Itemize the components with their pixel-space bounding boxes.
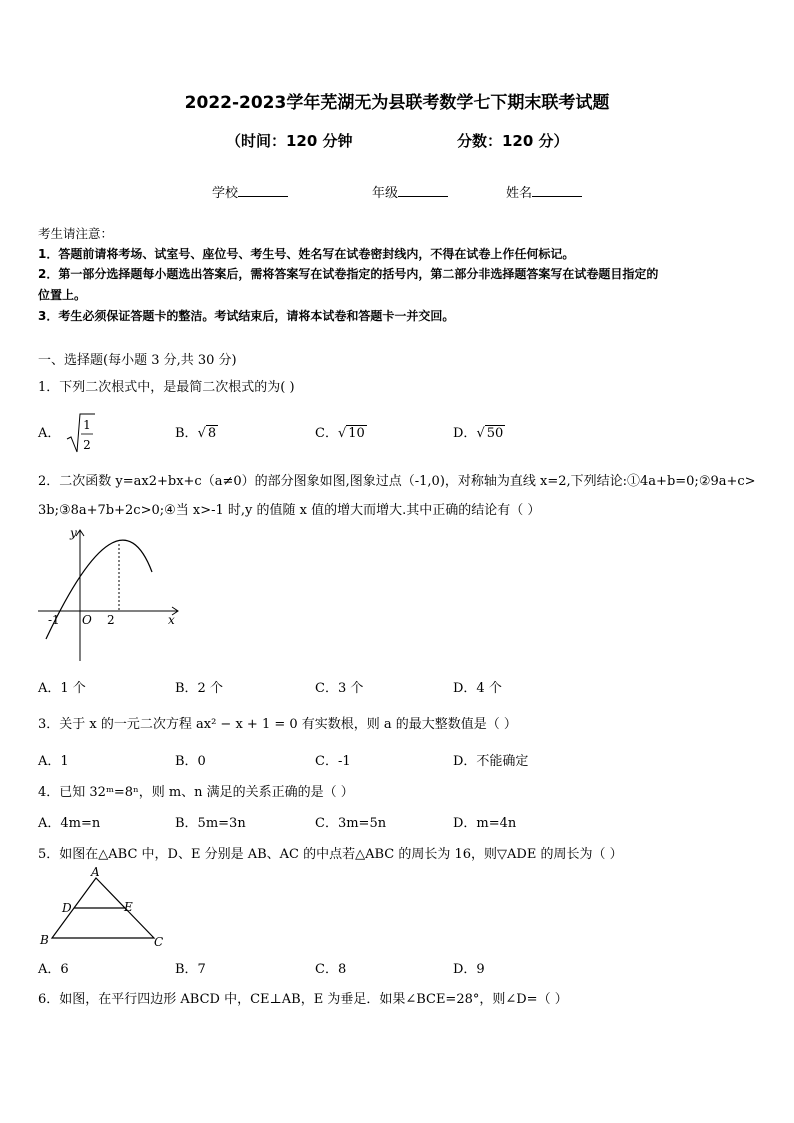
- q2-option-d[interactable]: D．4 个: [453, 681, 502, 696]
- name-field: [506, 182, 582, 201]
- q2-option-c[interactable]: C．3 个: [315, 681, 364, 696]
- q1-c-sqrt: √ 10: [337, 426, 365, 441]
- q1-a-num: 1: [82, 418, 91, 432]
- q1-a-radical: [65, 412, 95, 456]
- q3-option-d[interactable]: D．不能确定: [453, 754, 529, 769]
- q1-a-den: 2: [82, 438, 91, 452]
- q1-option-c[interactable]: [315, 422, 367, 441]
- grade-blank[interactable]: [398, 184, 448, 197]
- two-label: 2: [107, 613, 115, 627]
- point-e: E: [124, 900, 133, 914]
- q5-option-c[interactable]: C．8: [315, 962, 347, 977]
- vertex-b: B: [40, 933, 49, 947]
- q2-parabola-graph: [36, 524, 184, 664]
- q1-d-val: 50: [486, 426, 504, 441]
- name-blank[interactable]: [532, 184, 582, 197]
- note-item-2: 2．第一部分选择题每小题选出答案后，需将答案写在试卷指定的括号内，第二部分非选择题答案写在试卷题目指定的: [38, 267, 659, 281]
- q4-option-d[interactable]: D．m=4n: [453, 816, 517, 831]
- q5-triangle-figure: [38, 866, 168, 950]
- q5-option-a[interactable]: A．6: [38, 962, 69, 977]
- section-heading: 一、选择题(每小题 3 分,共 30 分): [38, 353, 237, 368]
- q1-c-label: C．: [315, 426, 338, 441]
- q1-b-label: B．: [175, 426, 198, 441]
- origin-label: O: [82, 613, 92, 627]
- q3-option-c[interactable]: C．-1: [315, 754, 351, 769]
- school-blank[interactable]: [238, 184, 288, 197]
- q1-b-sqrt: √ 8: [197, 426, 217, 441]
- y-axis-label: y: [70, 526, 77, 540]
- q1-d-sqrt: √ 50: [476, 426, 504, 441]
- q3-stem: 3．关于 x 的一元二次方程 ax² − x + 1 = 0 有实数根，则 a 的最大整数值是（ ）: [38, 717, 517, 732]
- q1-stem: 1．下列二次根式中，是最简二次根式的为( ): [38, 380, 295, 395]
- q3-option-b[interactable]: B．0: [175, 754, 206, 769]
- q1-c-val: 10: [348, 426, 365, 441]
- q4-option-a[interactable]: A．4m=n: [38, 816, 101, 831]
- q2-option-b[interactable]: B．2 个: [175, 681, 223, 696]
- q1-d-label: D．: [453, 426, 477, 441]
- q5-option-b[interactable]: B．7: [175, 962, 206, 977]
- q6-stem: 6．如图，在平行四边形 ABCD 中，CE⊥AB，E 为垂足．如果∠BCE=28°，则∠D=（ ）: [38, 992, 568, 1007]
- note-item-1: 1．答题前请将考场、试室号、座位号、考生号、姓名写在试卷密封线内，不得在试卷上作任何标记。: [38, 247, 575, 261]
- exam-title: 2022-2023学年芜湖无为县联考数学七下期末联考试题: [184, 93, 610, 113]
- q5-stem: 5．如图在△ABC 中，D、E 分别是 AB、AC 的中点若△ABC 的周长为 16，则▽ADE 的周长为（ ）: [38, 847, 623, 862]
- name-label: 姓名: [506, 186, 533, 201]
- score-label: 分数：120 分）: [457, 132, 569, 150]
- x-axis-label: x: [168, 613, 175, 627]
- grade-label: 年级: [372, 186, 399, 201]
- neg1-label: -1: [48, 613, 60, 627]
- q2-stem-line1: 2．二次函数 y=ax2+bx+c（a≠0）的部分图象如图,图象过点（-1,0)，对称轴为直线 x=2,下列结论:①4a+b=0;②9a+c>: [38, 474, 756, 489]
- q1-option-d[interactable]: [453, 422, 505, 441]
- note-item-2-cont: 位置上。: [38, 288, 87, 302]
- q1-b-val: 8: [207, 426, 217, 441]
- point-d: D: [62, 901, 72, 915]
- vertex-a: A: [91, 866, 100, 879]
- notes-heading: 考生请注意：: [38, 226, 114, 241]
- q4-option-b[interactable]: B．5m=3n: [175, 816, 246, 831]
- vertex-c: C: [154, 935, 164, 949]
- school-field: [212, 182, 288, 201]
- q2-stem-line2: 3b;③8a+7b+2c>0;④当 x>-1 时,y 的值随 x 值的增大而增大.其中正确的结论有（ ）: [38, 503, 541, 518]
- q5-option-d[interactable]: D．9: [453, 962, 485, 977]
- q4-stem: 4．已知 32ᵐ=8ⁿ，则 m、n 满足的关系正确的是（ ）: [38, 785, 354, 800]
- q1-a-label: A．: [38, 426, 61, 441]
- time-label: （时间：120 分钟: [226, 132, 353, 150]
- grade-field: [372, 182, 448, 201]
- note-item-3: 3．考生必须保证答题卡的整洁。考试结束后，请将本试卷和答题卡一并交回。: [38, 309, 455, 323]
- q4-option-c[interactable]: C．3m=5n: [315, 816, 387, 831]
- parabola-curve: [46, 540, 152, 639]
- q2-option-a[interactable]: A．1 个: [38, 681, 86, 696]
- q1-option-a[interactable]: [38, 412, 95, 456]
- school-label: 学校: [212, 186, 239, 201]
- q3-option-a[interactable]: A．1: [38, 754, 69, 769]
- q1-option-b[interactable]: [175, 422, 218, 441]
